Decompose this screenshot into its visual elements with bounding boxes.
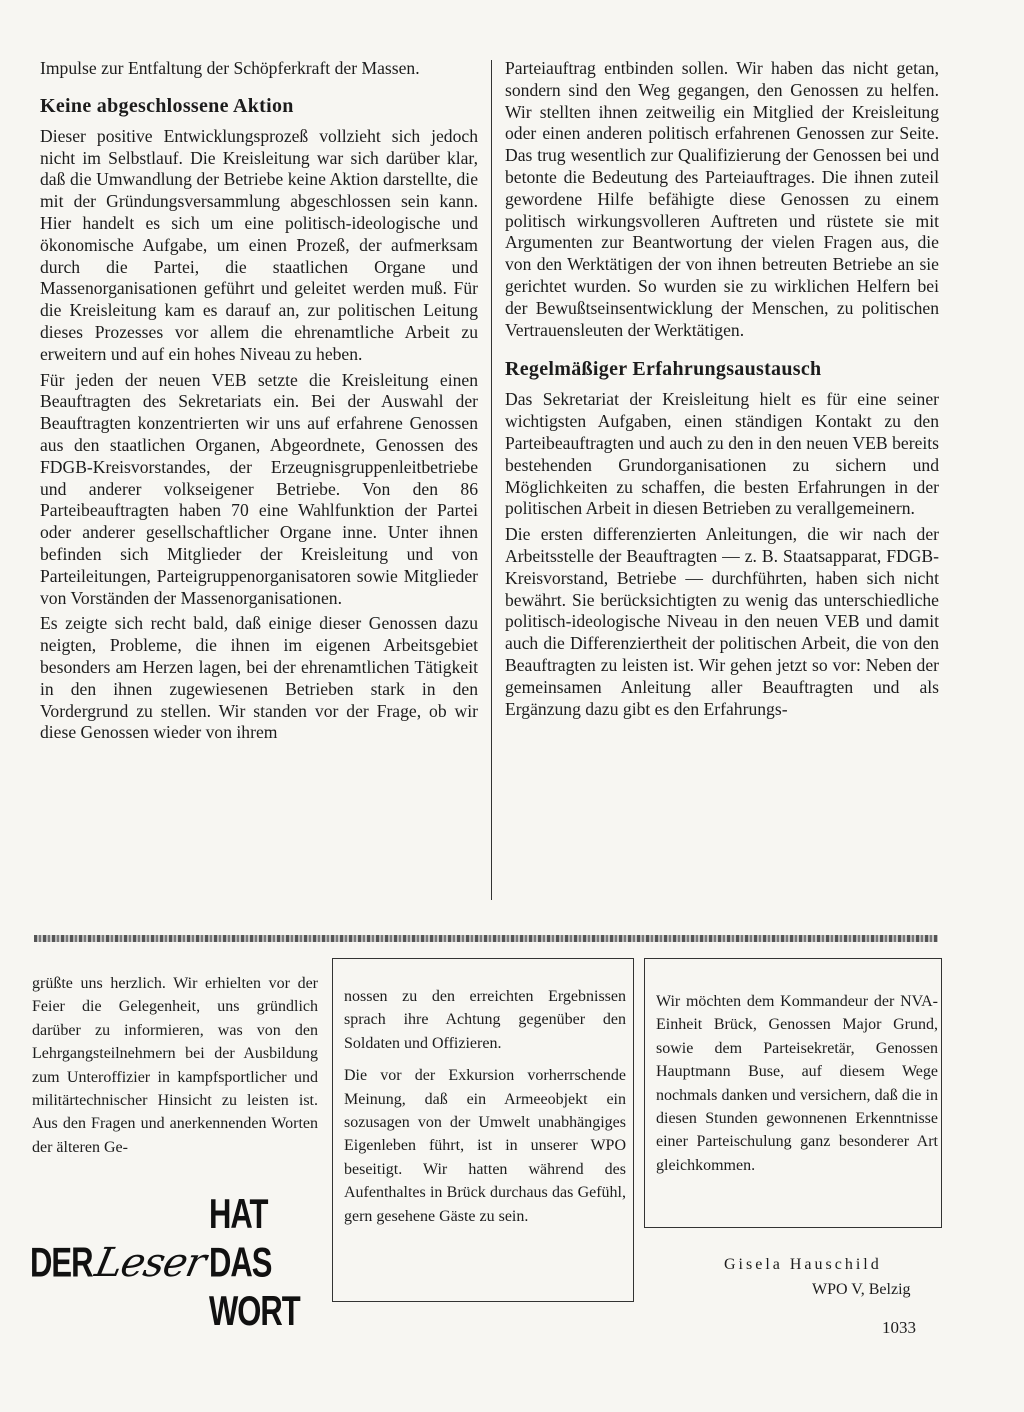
column-divider [491,60,492,900]
letter-column-1 [32,972,318,1159]
page-number: 1033 [882,1318,916,1337]
logo-der: DER [30,1238,93,1286]
paragraph-opening: Impulse zur Entfaltung der Schöpferkraft der Massen. [40,58,420,78]
der-leser-hat-das-wort-logo [30,1190,310,1335]
logo-leser-script: Leser [91,1240,210,1286]
letter-paragraph: grüßte uns herzlich. Wir erhielten vor der Feier die Gelegenheit, uns gründlich darüber zu informieren, was von den Lehrgangsteilnehmern bei der Ausbildung zum Unteroffizier in kampfsportlicher und militärtechnischer Hinsicht zu leisten ist. Aus den Fragen und anerkennenden Worten der älteren Ge- [32,975,318,1156]
author-name: Gisela Hauschild [724,1256,882,1273]
paragraph-parteiauftrag: Parteiauftrag entbinden sollen. Wir haben das nicht getan, sondern sind den Weg gegangen, den Genossen zu helfen. Wir stellten ihnen zeitweilig ein Mitglied der Kreisleitung oder einen anderen politisch erfahrenen Genossen zur Seite. Das trug wesentlich zur Qualifizierung der Genossen bei und betonte die Bedeutung des Parteiauftrages. Die ihnen zuteil gewordene Hilfe befähigte diese Genossen zu einem politisch wirkungsvolleren Auftreten und rüstete sie mit Argumenten zur Beantwortung der vielen Fragen aus, die von den Werktätigen der von ihnen betreuten Betriebe an sie gerichtet wurden. So wurden sie zu wirklichen Helfern bei der Bewußtseinsentwicklung der Menschen, zu politischen Vertrauensleuten der Werktätigen. [505,58,939,340]
paragraph-beauftragte: Für jeden der neuen VEB setzte die Kreisleitung einen Beauftragten des Sekretariats ein. Bei der Auswahl der Beauftragten konzentrierten wir uns auf erfahrene Genossen aus den staatlichen Organen, Abgeordnete, Genossen des FDGB-Kreisvorstandes, der Erzeugnisgruppenleitbetriebe und anderer volkseigener Betriebe. Von den 86 Parteibeauftragten haben 70 eine Wahlfunktion der Partei oder anderer gesellschaftlicher Organe inne. Unter ihnen befinden sich Mitglieder der Kreisleitung und von Parteileitungen, Parteigruppenorganisatoren sowie Mitglieder von Vorständen der Massenorganisationen. [40,369,478,608]
paragraph-anleitungen: Die ersten differenzierten Anleitungen, die wir nach der Arbeitsstelle der Beauftragten — z. B. Staatsapparat, FDGB-Kreisvorstand, Betriebe — durchführten, haben sich nicht bewährt. Sie berücksichtigten zu wenig das unterschiedliche politisch-ideologische Niveau in den neuen VEB und damit auch die Differenziertheit der politischen Arbeit, die von den Beauftragten zu leisten ist. Wir gehen jetzt so vor: Neben der gemeinsamen Anleitung aller Beauftragten und als Ergänzung dazu gibt es den Erfahrungs- [505,524,939,719]
paragraph-entwicklungsprozess: Dieser positive Entwicklungsprozeß vollzieht sich jedoch nicht im Selbstlauf. Die Kreisleitung war sich darüber klar, daß die Umwandlung der Betriebe keine Aktion darstellte, die mit der Gründungsversammlung abgeschlossen sein kann. Hier handelt es sich um eine politisch-ideologische und ökonomische Aufgabe, um einen Prozeß, der aufmerksam durch die Partei, die staatlichen Organe und Massenorganisationen geführt und geleitet werden muß. Für die Kreisleitung kam es darauf an, zur politischen Leitung dieses Prozesses vor allem die ehrenamtliche Arbeit zu erweitern und auf ein hohes Niveau zu heben. [40,125,478,364]
section-separator [34,935,938,942]
heading-keine-abgeschlossene-aktion: Keine abgeschlossene Aktion [40,94,294,117]
letter-column-2 [344,985,626,1228]
letter-column-3 [656,990,938,1177]
logo-hat-das-wort: HAT DAS WORT [209,1190,300,1335]
heading-erfahrungsaustausch: Regelmäßiger Erfahrungsaustausch [505,358,822,381]
paragraph-sekretariat: Das Sekretariat der Kreisleitung hielt es für eine seiner wichtigsten Aufgaben, einen ständigen Kontakt zu den Parteibeauftragten und auch zu den in den neuen VEB bereits bestehenden Grundorganisationen zu sichern und Möglichkeiten zu schaffen, die besten Erfahrungen in der politischen Arbeit in diesen Betrieben zu verallgemeinern. [505,389,939,519]
article-column-right [505,58,939,720]
letter-paragraph: Wir möchten dem Kommandeur der NVA-Einheit Brück, Genossen Major Grund, sowie dem Parteisekretär, Genossen Hauptmann Buse, auf diesem Wege nochmals danken und versichern, daß die in diesen Stunden gewonnenen Erkenntnisse einer Parteischulung ganz besonderer Art gleichkommen. [656,993,938,1174]
paragraph-es-zeigte-sich: Es zeigte sich recht bald, daß einige dieser Genossen dazu neigten, Probleme, die ihnen im eigenen Arbeitsgebiet besonders am Herzen lagen, bei der ehrenamtlichen Tätigkeit in den ihnen zugewiesenen Betrieben stark in den Vordergrund zu stellen. Wir standen vor der Frage, ob wir diese Genossen wieder von ihrem [40,613,478,743]
letter-paragraph: nossen zu den erreichten Ergebnissen sprach ihre Achtung gegenüber den Soldaten und Offizieren. [344,988,626,1052]
author-affiliation: WPO V, Belzig [812,1281,911,1298]
letter-paragraph: Die vor der Exkursion vorherrschende Meinung, daß ein Armeeobjekt ein sozusagen von der Umwelt unabhängiges Eigenleben führt, ist in unserer WPO beseitigt. Wir hatten während des Aufenthaltes in Brück durchaus das Gefühl, gern gesehene Gäste zu sein. [344,1067,626,1225]
article-column-left [40,58,478,744]
